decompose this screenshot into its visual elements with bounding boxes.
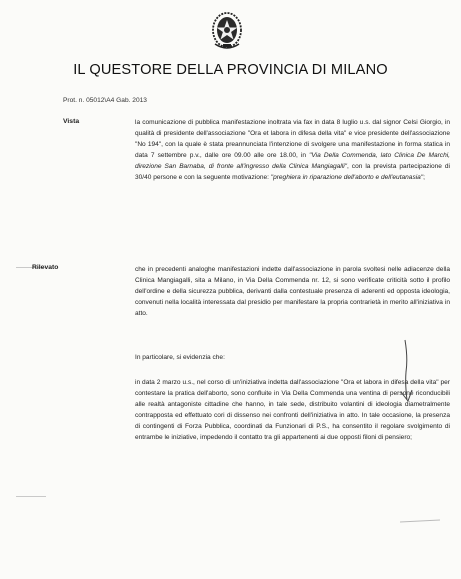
particolare-paragraph: In particolare, si evidenzia che:: [135, 354, 225, 361]
vista-text-a: la comunicazione di pubblica manifestazione inoltrata via fax in data 8 luglio u.s. dal signor Celsi Giorgio, in qualità di presidente dell'associazione "Ora et labora in difesa della vita" e vice presidente dell'associazione "No 194", con la quale è stata preannunciata l'intenzione di svolgere una manifestazione in forma statica in data 7 settembre p.v., dalle ore 09.00 alle ore 18.00, in: [135, 119, 450, 160]
data-paragraph: in data 2 marzo u.s., nel corso di un'iniziativa indetta dall'associazione "Ora et labora in difesa della vita" per contestare la pratica dell'aborto, sono confluite in Via Della Commenda una ventina di persone riconducibili alle realtà antagoniste cittadine che hanno, in tale sede, distribuito volantini di ideologia diametralmente contrapposta ed effettuato cori di dissenso nei confronti dell'iniziativa in atto. In tale occasione, la presenza di contingenti di Forza Pubblica, coordinati da Funzionari di P.S., ha consentito il regolare svolgimento di entrambe le iniziative, impedendo il contatto tra gli appartenenti ai due opposti filoni di pensiero;: [135, 379, 450, 442]
protocol-number: Prot. n. 05012\A4 Gab. 2013: [63, 97, 147, 104]
vista-location: "Via Della Commenda, lato Clinica De Marchi, direzione San Barnaba, di fronte all'ingresso della Clinica Mangiagalli": [135, 152, 450, 171]
vista-label: Vista: [63, 118, 80, 125]
vista-text-c: , con la prevista partecipazione di 30/40 persone e con la seguente motivazione:: [135, 163, 450, 182]
handwritten-mark-icon: [393, 338, 415, 406]
document-title: IL QUESTORE DELLA PROVINCIA DI MILANO: [73, 62, 388, 78]
vista-text-e: ;: [423, 174, 425, 182]
state-emblem-icon: [207, 8, 247, 52]
rilevato-paragraph: che in precedenti analoghe manifestazioni indette dall'associazione in parola svoltesi nelle adiacenze della Clinica Mangiagalli, sita a Milano, in Via Della Commenda nr. 12, si sono verificate criticità sotto il profilo dell'ordine e della sicurezza pubblica, derivanti dalla contestuale presenza di aderenti ed opposta ideologia, convenuti nella località interessata dal presidio per manifestare la propria contrarietà in merito all'iniziativa in atto.: [135, 266, 450, 318]
margin-mark: [16, 496, 46, 497]
vista-motivation: "preghiera in riparazione dell'aborto e dell'eutanasia": [270, 174, 424, 182]
vista-paragraph: [135, 117, 450, 184]
pencil-mark-icon: [400, 518, 440, 524]
rilevato-label: Rilevato: [32, 264, 59, 271]
